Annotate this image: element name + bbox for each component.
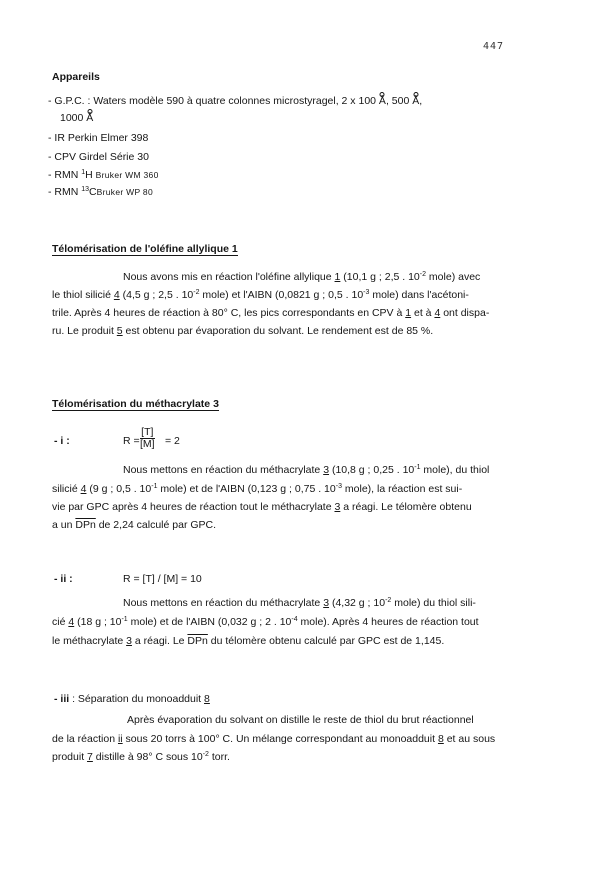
case-i-line-3: vie par GPC après 4 heures de réaction tout le méthacrylate 3 a réagi. Le télomère obtenu: [52, 501, 472, 513]
apparatus-item-cpv: - CPV Girdel Série 30: [48, 151, 149, 163]
case-ii-line-1: Nous mettons en réaction du méthacrylate 3 (4,32 g ; $10^{-2}$ mole) du thiol sili-: [123, 597, 476, 609]
section1-line-3: trile. Après 4 heures de réaction à 80° C, les pics correspondants en CPV à 1 et à 4 ont dispa-: [52, 307, 490, 319]
case-ii-equation: R = [T] / [M] = 10: [123, 573, 202, 585]
case-i-fraction: $\frac{[T]}{[M]}$: [140, 426, 155, 450]
case-i-line-1: Nous mettons en réaction du méthacrylate 3 (10,8 g ; 0,25 . $10^{-1}$ mole), du thiol: [123, 464, 490, 476]
case-i-line-4: a un $\overline{DPn}$ de 2,24 calculé par GPC.: [52, 519, 217, 531]
apparatus-item-rmn-13c: - RMN $^{13}$CBruker WP 80: [48, 186, 153, 198]
case-i-eq-rhs: = 2: [165, 435, 180, 447]
case-i-label: - i :: [54, 435, 70, 447]
section1-line-2: le thiol silicié 4 (4,5 g ; 2,5 . $10^{-2}$ mole) et l'AIBN (0,0821 g ; 0,5 . $10^{-3}$ mole) dans l'acétoni-: [52, 289, 469, 301]
case-i-eq-lhs: R =: [123, 435, 140, 447]
apparatus-item-gpc-cont: 1000 Å: [60, 112, 94, 124]
section1-line-1: Nous avons mis en réaction l'oléfine allylique 1 (10,1 g ; 2,5 . $10^{-2}$ mole) avec: [123, 271, 481, 283]
apparatus-item-rmn-1h: - RMN $^1$H Bruker WM 360: [48, 169, 159, 181]
case-i-line-2: silicié 4 (9 g ; 0,5 . $10^{-1}$ mole) et de l'AIBN (0,123 g ; 0,75 . $10^{-3}$ mole), la réaction est sui-: [52, 483, 463, 495]
case-iii-line-1: Après évaporation du solvant on distille le reste de thiol du brut réactionnel: [127, 714, 474, 726]
case-ii-label: - ii :: [54, 573, 73, 585]
case-iii-line-3: produit 7 distille à 98° C sous $10^{-2}$ torr.: [52, 751, 230, 763]
page-number: 447: [483, 41, 505, 52]
apparatus-item-gpc: - G.P.C. : Waters modèle 590 à quatre colonnes microstyragel, 2 x 100 Å, 500 Å,: [48, 95, 423, 107]
case-ii-line-3: le méthacrylate 3 a réagi. Le $\overline{DPn}$ du télomère obtenu calculé par GPC est de 1,145.: [52, 635, 445, 647]
section2-heading: Télomérisation du méthacrylate 3: [52, 398, 219, 410]
case-iii-line-2: de la réaction ii sous 20 torrs à 100° C. Un mélange correspondant au monoadduit 8 et au sous: [52, 733, 496, 745]
apparatus-heading: Appareils: [52, 71, 100, 83]
section1-line-4: ru. Le produit 5 est obtenu par évaporation du solvant. Le rendement est de 85 %.: [52, 325, 434, 337]
case-ii-line-2: cié 4 (18 g ; $10^{-1}$ mole) et de l'AIBN (0,032 g ; 2 . $10^{-4}$ mole). Après 4 heures de réaction tout: [52, 616, 479, 628]
section1-heading: Télomérisation de l'oléfine allylique 1: [52, 243, 238, 255]
apparatus-item-ir: - IR Perkin Elmer 398: [48, 132, 149, 144]
case-iii-heading: - iii : Séparation du monoadduit 8: [54, 693, 210, 705]
